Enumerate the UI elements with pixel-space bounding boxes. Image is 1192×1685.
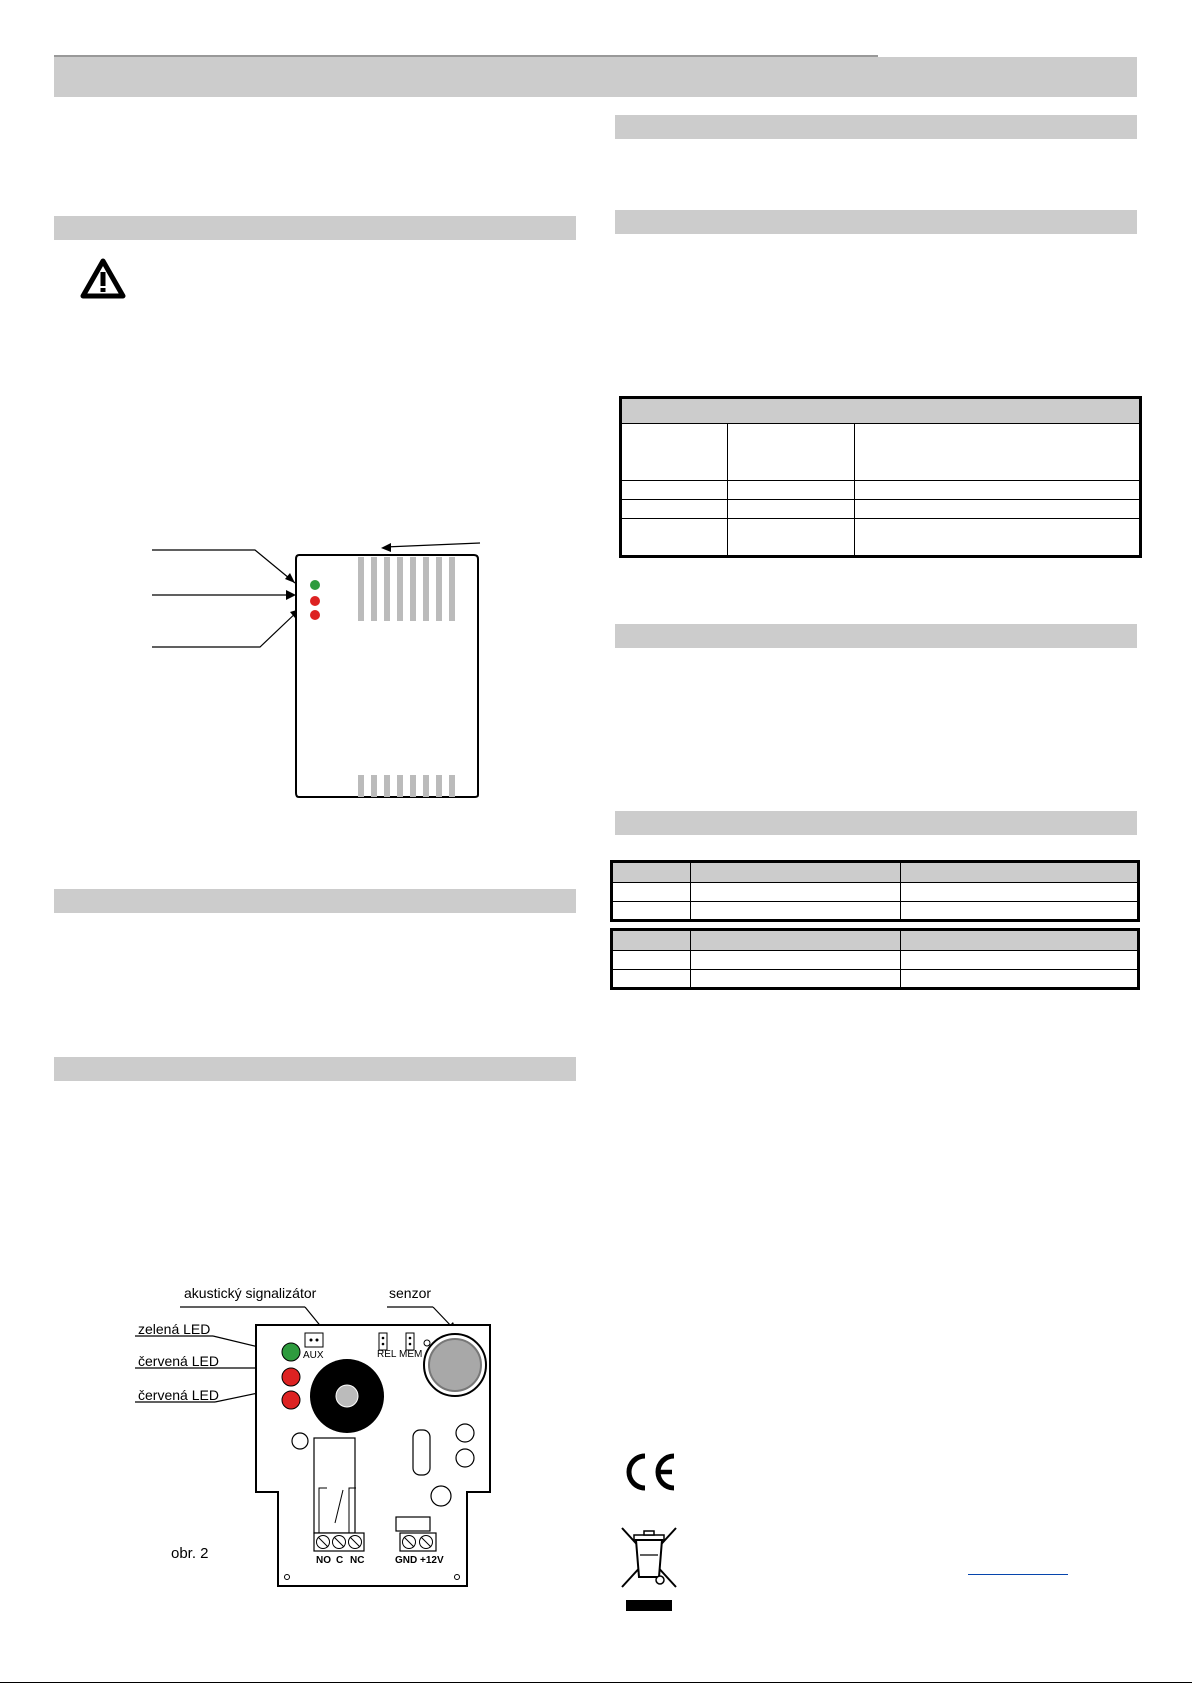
weee-bin-icon	[618, 1525, 680, 1613]
page-bottom-rule	[0, 1682, 1192, 1683]
red-led-callout-label-2: červená LED	[138, 1387, 219, 1403]
section-bar-left-2	[54, 889, 576, 913]
terminal-no-label: NO	[316, 1555, 331, 1566]
terminal-nc-label: NC	[350, 1555, 365, 1566]
warning-icon	[80, 258, 126, 300]
green-led-callout-label: zelená LED	[138, 1321, 211, 1337]
terminal-c-label: C	[336, 1555, 344, 1566]
section-bar-right-1	[615, 115, 1137, 139]
web-link[interactable]	[968, 1562, 1068, 1575]
parameter-table	[619, 396, 1142, 558]
sensor-callout-label: senzor	[389, 1285, 432, 1301]
title-bar-top-rule	[54, 55, 878, 57]
parameter-table-header	[622, 399, 1139, 424]
section-bar-right-2	[615, 210, 1137, 234]
section-bar-left-1	[54, 216, 576, 240]
rel-jumper-label: REL	[377, 1349, 397, 1360]
terminal-gnd-label: GND	[395, 1555, 418, 1566]
section-bar-right-3	[615, 624, 1137, 648]
jumper-table-2	[610, 928, 1140, 990]
page-title-bar	[54, 57, 1137, 97]
jumper-table-1	[610, 860, 1140, 922]
mem-jumper-label: MEM	[399, 1349, 423, 1360]
red-led-callout-label-1: červená LED	[138, 1353, 219, 1369]
buzzer-callout-label: akustický signalizátor	[184, 1285, 317, 1301]
aux-jumper-label: AUX	[303, 1350, 324, 1361]
ce-mark-icon	[620, 1452, 678, 1492]
device-housing-diagram	[140, 535, 490, 800]
section-bar-left-3	[54, 1057, 576, 1081]
terminal-12v-label: +12V	[420, 1555, 444, 1566]
section-bar-right-4	[615, 811, 1137, 835]
figure-caption: obr. 2	[171, 1545, 209, 1562]
